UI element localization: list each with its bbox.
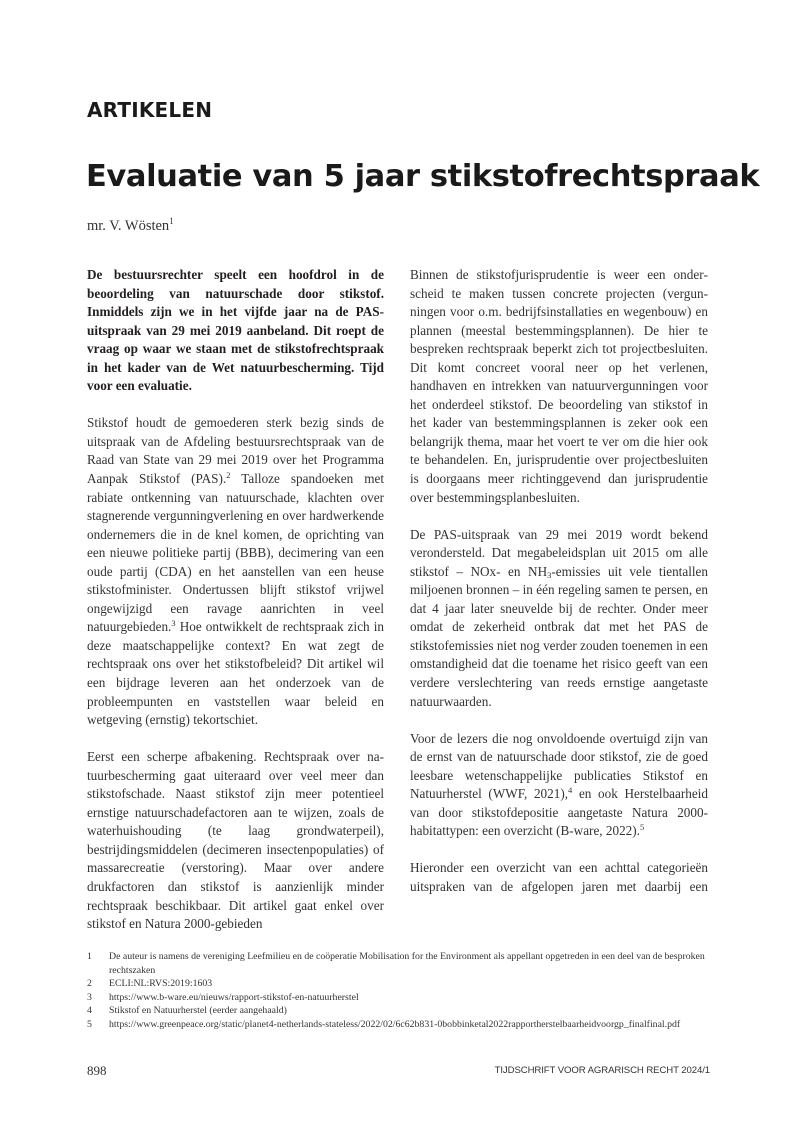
footnote-item [87,1004,712,1018]
text-span: -emissies uit vele tientallen miljoenen bronnen – in één regeling samen te persen, en dat 4 jaar later sneuvelde bij de rechter. Onder meer omdat de zekerheid ontbrak dat met het PAS de stikstofemissies niet nog verder zouden toenemen in een omstandigheid dat die toename het risico geeft van een verdere verslechtering van reeds ernstige aangetaste natuurwaarden. [410,563,708,709]
journal-name: TIJDSCHRIFT VOOR AGRARISCH RECHT 2024/1 [494,1065,710,1076]
footnote-item [87,1018,712,1032]
text-span: Stikstof houdt de gemoederen sterk bezig sinds de uitspraak van de Afdeling bestuursrechtspraak van de Raad van State van 29 mei 2019 over het Programma Aanpak Stikstof (PAS). [87,415,384,486]
footnote-link[interactable]: https://www.greenpeace.org/static/planet4-netherlands-stateless/2022/02/6c62b831-0bobbinketal2022rapportherstelbaarheidvoorgp_finalfinal.pdf [109,1018,681,1030]
footnote-number: 5 [87,1018,92,1030]
section-label: ARTIKELEN [87,98,213,122]
text-span: De PAS-uitspraak van 29 mei 2019 wordt bekend verondersteld. Dat megabeleidsplan uit 2015 om alle stikstof – NOx- en NH [410,526,708,579]
footnote-number: 2 [87,978,92,990]
footnote-number: 1 [87,951,92,962]
footnote-number: 3 [87,991,92,1003]
footnote-text: Stikstof en Natuurherstel (eerder aangehaald) [109,1005,287,1017]
body-paragraph: Hieronder een overzicht van een achttal categorieën uitspraken van de afgelopen jaren met daarbij een [410,860,708,894]
footnote-ref[interactable]: 4 [568,785,573,796]
footnote-item [87,950,712,977]
footnote-text: ECLI:NL:RVS:2019:1603 [109,978,213,990]
footnote-item [87,991,712,1005]
text-span: Talloze spandoeken met rabiate ontkenning van natuurschade, klachten over stagnerende vergunningverlening en over hardwerkende ondernemers die in de knel komen, de oprichting van een nieuwe politieke partij (BBB), decimering van een oude partij (CDA) en het aanstellen van een heuse stikstofminister. Ondertussen blijft stikstof vrijwel ongewijzigd een ravage aanrichten in veel natuurgebieden. [87,470,384,635]
footnote-ref[interactable]: 3 [171,618,176,629]
body-paragraph: Eerst een scherpe afbakening. Rechtspraak over natuurbescherming gaat uiteraard over veel meer dan stikstofschade. Naast stikstof zijn meer potentieel ernstige natuurschadefactoren aan te wijzen, zoals de waterhuishouding (te laag grondwaterpeil), bestrijdingsmiddelen (decimeren insectenpopulaties) of massarecreatie (verstoring). Maar over andere drukfactoren dan stikstof is aanzienlijk minder rechtspraak beschikbaar. Dit artikel gaat enkel over stikstof en Natura 2000-gebieden [87,749,384,932]
footnote-ref[interactable]: 1 [169,216,174,226]
body-paragraph: Binnen de stikstofjurisprudentie is weer een onderscheid te maken tussen concrete projecten (vergunningen voor o.m. bedrijfsinstallaties en wegenbouw) en plannen (meestal bestemmingsplannen). De hier te bespreken rechtspraak beperkt zich tot projectbesluiten. Dit komt concreet vooral neer op het verlenen, handhaven en intrekken van natuurvergunningen voor het onderdeel stikstof. De beoordeling van stikstof in het kader van bestemmingsplannen is zeker ook een belangrijk thema, maar het voert te ver om die hier ook te behandelen. En, jurisprudentie over projectbesluiten is doorgaans meer richtinggevend dan jurisprudentie over bestemmingsplanbesluiten. [410,267,708,505]
footnote-ref[interactable]: 5 [639,822,645,833]
body-paragraph [410,526,708,711]
author-name: mr. V. Wösten [87,218,170,234]
footnote-ref[interactable]: 2 [226,469,231,480]
left-column [87,266,384,952]
footnotes [87,950,712,1032]
article-title: Evaluatie van 5 jaar stikstofrechtspraak [86,159,760,194]
text-span: Voor de lezers die nog onvoldoende overtuigd zijn van de ernst van de natuurschade door stikstof, zie de goed leesbare wetenschappelijke publicaties Stikstof en Natuurherstel (WWF, 2021), [410,730,708,802]
footnote-text: De auteur is namens de vereniging Leefmilieu en de coöperatie Mobilisation for the Environment als appellant opgetreden in een deel van de besproken rechtszaken [109,951,705,976]
text-span: en ook Herstelbaarheid van door stikstofdepositie aangetaste Natura 2000-habitattypen: een overzicht (B-ware, 2022). [410,786,708,839]
footnote-number: 4 [87,1005,92,1017]
body-paragraph [410,730,708,841]
footnote-item [87,977,712,991]
author-line [87,216,174,235]
body-paragraph [87,414,384,729]
lead-paragraph: De bestuursrechter speelt een hoofdrol in de beoordeling van natuurschade door stikstof. Inmiddels zijn we in het vijfde jaar na de PAS-uitspraak van 29 mei 2019 aanbeland. Dit roept de vraag op waar we staan met de stikstofrechtspraak in het kader van de Wet natuurbescherming. Tijd voor een evaluatie. [87,267,384,394]
footnote-link[interactable]: https://www.b-ware.eu/nieuws/rapport-stikstof-en-natuurherstel [109,991,359,1003]
text-span: Hoe ontwikkelt de rechtspraak zich in deze maatschappelijke context? En wat zegt de rechtspraak ons over het stikstofbeleid? Dit artikel wil een bijdrage leveren aan het onderzoek van de probleempunten en vaststellen waar beleid en wetgeving (ernstig) tekortschiet. [87,619,384,728]
subscript: 3 [547,569,552,580]
right-column [410,266,708,915]
page-number: 898 [87,1063,107,1078]
